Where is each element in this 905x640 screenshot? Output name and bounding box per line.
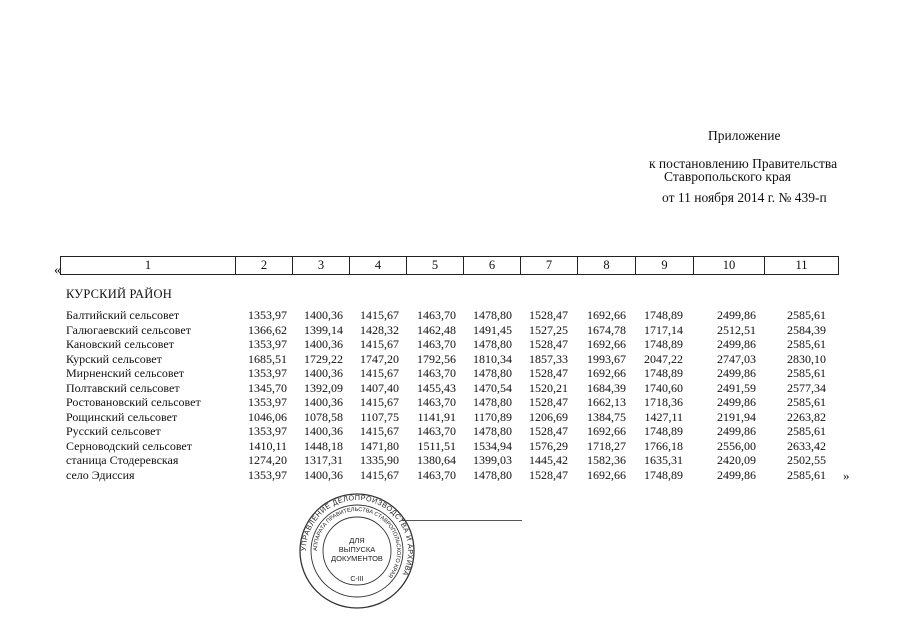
tariff-value: 2585,61 xyxy=(787,467,826,482)
settlement-name: Мирненский сельсовет xyxy=(66,366,185,380)
tariff-value: 1692,66 xyxy=(587,424,626,438)
tariff-value: 2191,94 xyxy=(717,409,756,424)
settlement-name: станица Стодеревская xyxy=(66,453,179,467)
tariff-value: 1206,69 xyxy=(529,409,568,424)
tariff-value: 2499,86 xyxy=(717,308,756,322)
tariff-value: 1470,54 xyxy=(473,380,512,395)
tariff-value: 1463,70 xyxy=(417,424,456,438)
tariff-value: 2047,22 xyxy=(644,351,683,366)
tariff-value: 1478,80 xyxy=(473,308,512,322)
tariff-value: 1400,36 xyxy=(304,366,343,380)
tariff-value: 1528,47 xyxy=(529,366,568,380)
tariff-value: 1674,78 xyxy=(587,322,626,337)
table-row xyxy=(0,308,905,322)
table-row xyxy=(0,337,905,351)
column-number: 6 xyxy=(464,257,521,275)
tariff-value: 1415,67 xyxy=(360,308,399,322)
tariff-value: 1748,89 xyxy=(644,366,683,380)
tariff-value: 1478,80 xyxy=(473,366,512,380)
table-row xyxy=(0,439,905,453)
tariff-value: 1748,89 xyxy=(644,308,683,322)
tariff-value: 1317,31 xyxy=(304,453,343,467)
tariff-value: 1463,70 xyxy=(417,337,456,351)
tariff-value: 1380,64 xyxy=(417,453,456,467)
tariff-value: 1415,67 xyxy=(360,337,399,351)
tariff-value: 1400,36 xyxy=(304,424,343,438)
appendix-title: Приложение xyxy=(708,128,781,143)
tariff-value: 2585,61 xyxy=(787,424,826,438)
column-number: 5 xyxy=(407,257,464,275)
tariff-value: 2585,61 xyxy=(787,308,826,322)
table-row xyxy=(0,323,905,337)
tariff-value: 2499,86 xyxy=(717,424,756,438)
tariff-value: 1463,70 xyxy=(417,308,456,322)
column-number: 9 xyxy=(636,257,694,275)
column-number: 10 xyxy=(694,257,765,275)
tariff-value: 1528,47 xyxy=(529,424,568,438)
stamp-code: С-III xyxy=(350,576,364,583)
tariff-value: 1399,14 xyxy=(304,322,343,337)
tariff-value: 2585,61 xyxy=(787,366,826,380)
tariff-value: 1511,51 xyxy=(417,438,456,453)
tariff-value: 1410,11 xyxy=(248,438,287,453)
official-stamp xyxy=(298,492,416,610)
stamp-inner-text: АППАРАТА ПРАВИТЕЛЬСТВА СТАВРОПОЛЬСКОГО КРАЯ xyxy=(312,506,402,579)
table-row xyxy=(0,395,905,409)
tariff-value: 1384,75 xyxy=(587,409,626,424)
tariff-value: 1141,91 xyxy=(417,409,456,424)
settlement-name: Рощинский сельсовет xyxy=(66,409,178,424)
tariff-value: 1462,48 xyxy=(417,322,456,337)
tariff-value: 1717,14 xyxy=(644,322,683,337)
tariff-value: 1415,67 xyxy=(360,424,399,438)
tariff-value: 1692,66 xyxy=(587,366,626,380)
tariff-value: 1491,45 xyxy=(473,322,512,337)
table-row xyxy=(0,352,905,366)
stamp-center-line: ДЛЯ xyxy=(349,536,365,545)
tariff-value: 1366,62 xyxy=(248,322,287,337)
column-number: 1 xyxy=(61,257,236,275)
tariff-value: 1353,97 xyxy=(248,366,287,380)
tariff-value: 1692,66 xyxy=(587,308,626,322)
tariff-value: 1463,70 xyxy=(417,467,456,482)
tariff-value: 2556,00 xyxy=(717,438,756,453)
tariff-value: 2830,10 xyxy=(787,351,826,366)
tariff-value: 1748,89 xyxy=(644,337,683,351)
tariff-value: 2263,82 xyxy=(787,409,826,424)
settlement-name: Галюгаевский сельсовет xyxy=(66,322,191,337)
tariff-value: 1427,11 xyxy=(644,409,683,424)
table-row xyxy=(0,468,905,482)
tariff-value: 1415,67 xyxy=(360,467,399,482)
tariff-value: 1685,51 xyxy=(248,351,287,366)
tariff-value: 2585,61 xyxy=(787,395,826,409)
table-row xyxy=(0,424,905,438)
tariff-value: 1635,31 xyxy=(644,453,683,467)
settlement-name: Балтийский сельсовет xyxy=(66,308,180,322)
tariff-value: 1463,70 xyxy=(417,395,456,409)
table-row xyxy=(0,410,905,424)
tariff-value: 1528,47 xyxy=(529,337,568,351)
table-row xyxy=(0,381,905,395)
column-number: 4 xyxy=(350,257,407,275)
settlement-name: Курский сельсовет xyxy=(66,351,162,366)
tariff-value: 1792,56 xyxy=(417,351,456,366)
appendix-region-line: Ставропольского края xyxy=(664,169,791,184)
tariff-value: 1528,47 xyxy=(529,395,568,409)
tariff-value: 1582,36 xyxy=(587,453,626,467)
tariff-value: 2420,09 xyxy=(717,453,756,467)
tariff-value: 1353,97 xyxy=(248,337,287,351)
tariff-value: 1718,36 xyxy=(644,395,683,409)
tariff-value: 2502,55 xyxy=(787,453,826,467)
column-number: 2 xyxy=(236,257,293,275)
tariff-value: 1534,94 xyxy=(473,438,512,453)
stamp-center-line: ДОКУМЕНТОВ xyxy=(331,554,383,563)
tariff-value: 1455,43 xyxy=(417,380,456,395)
table-row xyxy=(0,453,905,467)
stamp-outer-text: УПРАВЛЕНИЕ ДЕЛОПРОИЗВОДСТВА И АРХИВА xyxy=(298,492,416,578)
column-number: 11 xyxy=(765,257,839,275)
tariff-value: 1353,97 xyxy=(248,308,287,322)
tariff-value: 2512,51 xyxy=(717,322,756,337)
tariff-value: 1353,97 xyxy=(248,467,287,482)
tariff-value: 1993,67 xyxy=(587,351,626,366)
tariff-value: 1692,66 xyxy=(587,337,626,351)
tariff-value: 2499,86 xyxy=(717,467,756,482)
tariff-value: 1399,03 xyxy=(473,453,512,467)
tariff-value: 1335,90 xyxy=(360,453,399,467)
tariff-value: 1400,36 xyxy=(304,395,343,409)
tariff-value: 1766,18 xyxy=(644,438,683,453)
settlement-name: Кановский сельсовет xyxy=(66,337,174,351)
tariff-value: 1729,22 xyxy=(304,351,343,366)
tariff-value: 1107,75 xyxy=(360,409,399,424)
appendix-date-line: от 11 ноября 2014 г. № 439-п xyxy=(662,190,827,205)
settlement-name: Полтавский сельсовет xyxy=(66,380,180,395)
tariff-value: 1448,18 xyxy=(304,438,343,453)
tariff-value: 1445,42 xyxy=(529,453,568,467)
tariff-value: 1748,89 xyxy=(644,467,683,482)
tariff-value: 1428,32 xyxy=(360,322,399,337)
tariff-value: 1748,89 xyxy=(644,424,683,438)
tariff-value: 1478,80 xyxy=(473,337,512,351)
tariff-value: 1810,34 xyxy=(473,351,512,366)
column-number: 8 xyxy=(578,257,636,275)
tariff-value: 2499,86 xyxy=(717,337,756,351)
tariff-value: 1400,36 xyxy=(304,467,343,482)
tariff-value: 1478,80 xyxy=(473,395,512,409)
tariff-value: 2747,03 xyxy=(717,351,756,366)
tariff-value: 1046,06 xyxy=(248,409,287,424)
tariff-value: 1471,80 xyxy=(360,438,399,453)
tariff-value: 1415,67 xyxy=(360,395,399,409)
tariff-value: 1857,33 xyxy=(529,351,568,366)
tariff-value: 1684,39 xyxy=(587,380,626,395)
column-number-header xyxy=(60,256,839,275)
tariff-value: 2499,86 xyxy=(717,366,756,380)
tariff-value: 1463,70 xyxy=(417,366,456,380)
tariff-value: 1345,70 xyxy=(248,380,287,395)
table-row xyxy=(0,366,905,380)
tariff-value: 1528,47 xyxy=(529,308,568,322)
tariff-value: 1353,97 xyxy=(248,424,287,438)
tariff-value: 1527,25 xyxy=(529,322,568,337)
tariff-value: 1576,29 xyxy=(529,438,568,453)
tariff-value: 1274,20 xyxy=(248,453,287,467)
tariff-value: 1400,36 xyxy=(304,337,343,351)
tariff-value: 1415,67 xyxy=(360,366,399,380)
tariff-value: 2585,61 xyxy=(787,337,826,351)
tariff-value: 1528,47 xyxy=(529,467,568,482)
appendix-resolution-line: к постановлению Правительства xyxy=(649,156,838,171)
tariff-value: 1407,40 xyxy=(360,380,399,395)
opening-quote: « xyxy=(54,263,61,278)
tariff-value: 1478,80 xyxy=(473,424,512,438)
tariff-value: 1478,80 xyxy=(473,467,512,482)
column-number: 3 xyxy=(293,257,350,275)
tariff-value: 1520,21 xyxy=(529,380,568,395)
tariff-value: 1692,66 xyxy=(587,467,626,482)
tariff-value: 2499,86 xyxy=(717,395,756,409)
tariff-value: 1740,60 xyxy=(644,380,683,395)
closing-quote: » xyxy=(843,468,850,483)
column-number: 7 xyxy=(521,257,578,275)
tariff-value: 1747,20 xyxy=(360,351,399,366)
signature-line xyxy=(402,520,522,521)
tariff-value: 2577,34 xyxy=(787,380,826,395)
tariff-value: 1353,97 xyxy=(248,395,287,409)
tariff-value: 1078,58 xyxy=(304,409,343,424)
settlement-name: село Эдиссия xyxy=(66,467,135,482)
tariff-value: 2584,39 xyxy=(787,322,826,337)
district-heading: КУРСКИЙ РАЙОН xyxy=(66,287,172,301)
tariff-value: 1662,13 xyxy=(587,395,626,409)
tariff-value: 1400,36 xyxy=(304,308,343,322)
settlement-name: Русский сельсовет xyxy=(66,424,161,438)
settlement-name: Серноводский сельсовет xyxy=(66,438,192,453)
tariff-value: 2633,42 xyxy=(787,438,826,453)
settlement-name: Ростовановский сельсовет xyxy=(66,395,201,409)
tariff-value: 1392,09 xyxy=(304,380,343,395)
tariff-value: 1170,89 xyxy=(473,409,512,424)
tariff-value: 2491,59 xyxy=(717,380,756,395)
stamp-center-line: ВЫПУСКА xyxy=(338,545,376,554)
tariff-value: 1718,27 xyxy=(587,438,626,453)
